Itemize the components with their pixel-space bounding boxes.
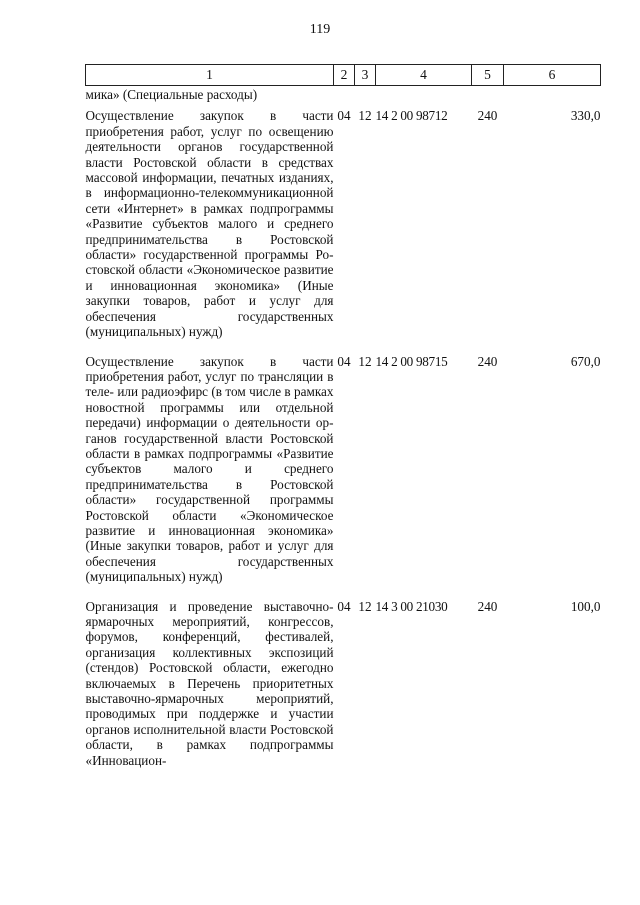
row-description: Осуществление закупок в части приобретения работ, услуг по освещению деятельности органов государственной власти Ростовской области в средствах массовой информации, печатных изданиях, в информационно-телекоммуникационной сети «Интернет» в рамках подпрограммы «Развитие субъектов малого и среднего предпринимательства в Ростовской области» государственной программы Ростовской области «Экономическое развитие и инновационная экономика» (Иные закупки товаров, работ и услуг для обеспечения государственных (муниципальных) нужд) [85,108,334,340]
column-header-1: 1 [86,65,334,86]
table-header-row [86,65,601,86]
column-header-4: 4 [376,65,472,86]
row-amount: 330,0 [570,108,601,124]
row-pr: 12 [358,108,372,124]
table-row [86,102,601,347]
row-amount: 100,0 [570,598,601,614]
row-amount: 670,0 [570,353,601,369]
page-number: 119 [309,22,331,37]
table-row [86,593,601,776]
continuation-row [86,86,601,103]
row-description: Организация и проведение выставочно-ярмарочных мероприятий, конгрессов, форумов, конференций, фестивалей, организация коллективных экспозиций (стендов) Ростовской области, ежегодно включаемых в Перечень приоритетных выставочно-ярмарочных мероприятий, проводимых при поддержке и участии органов исполнительной власти Ростовской области, в рамках подпрограммы «Инновацион- [85,598,334,768]
row-vr: 240 [477,598,498,614]
budget-table [85,64,601,776]
row-rz: 04 [337,108,351,124]
row-description: Осуществление закупок в части приобретения работ, услуг по трансляции в теле- или радиоэфирс (в том числе в рамках новостной программы или отдельной передачи) информации о деятельности органов государственной власти Ростовской области в рамках подпрограммы «Развитие субъектов малого и среднего предпринимательства в Ростовской области» государственной программы Ростовской области «Экономическое развитие и инновационная экономика» (Иные закупки товаров, работ и услуг для обеспечения государственных (муниципальных) нужд) [85,353,334,585]
column-header-5: 5 [472,65,504,86]
row-vr: 240 [477,353,498,369]
row-pr: 12 [358,353,372,369]
table-row [86,348,601,593]
column-header-6: 6 [504,65,601,86]
row-csr: 14 2 00 98712 [375,108,448,124]
row-pr: 12 [358,598,372,614]
row-rz: 04 [337,353,351,369]
row-csr: 14 3 00 21030 [375,598,448,614]
column-header-2: 2 [334,65,355,86]
row-rz: 04 [337,598,351,614]
continuation-text: мика» (Специальные расходы) [85,87,258,102]
row-csr: 14 2 00 98715 [375,353,448,369]
row-vr: 240 [477,108,498,124]
column-header-3: 3 [355,65,376,86]
